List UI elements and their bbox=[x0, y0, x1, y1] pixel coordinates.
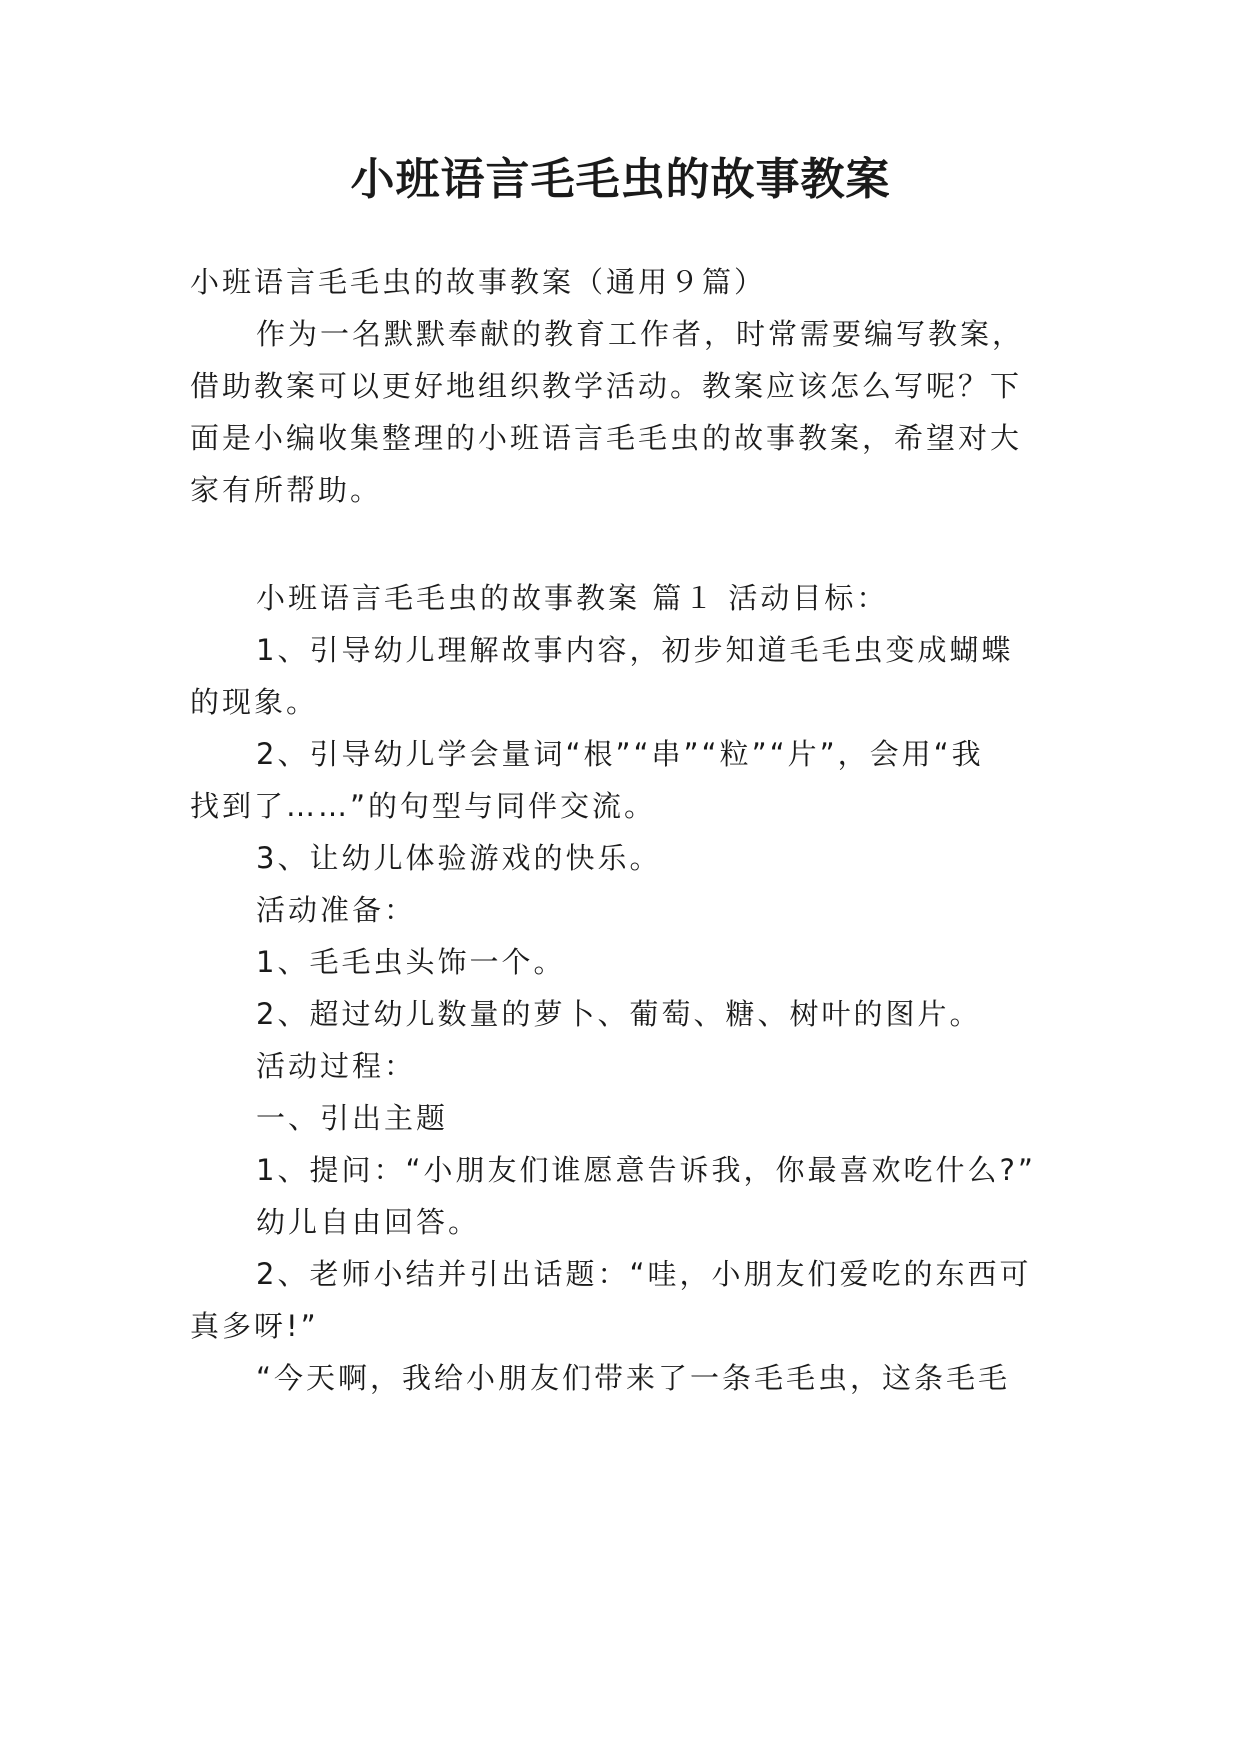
paragraph-line: 2、老师小结并引出话题：“哇，小朋友们爱吃的东西可 bbox=[256, 1257, 1032, 1291]
paragraph-line: 幼儿自由回答。 bbox=[256, 1205, 481, 1239]
paragraph-line: 找到了……”的句型与同伴交流。 bbox=[190, 789, 657, 823]
paragraph-line: 3、让幼儿体验游戏的快乐。 bbox=[256, 841, 662, 875]
paragraph-line: 2、超过幼儿数量的萝卜、葡萄、糖、树叶的图片。 bbox=[256, 997, 982, 1031]
paragraph-line: 1、毛毛虫头饰一个。 bbox=[256, 945, 566, 979]
paragraph-line: 真多呀!” bbox=[190, 1309, 319, 1343]
paragraph-line: 2、引导幼儿学会量词“根”“串”“粒”“片”，会用“我 bbox=[256, 737, 984, 771]
subtitle-line: 小班语言毛毛虫的故事教案（通用９篇） bbox=[190, 265, 767, 299]
paragraph-line: 借助教案可以更好地组织教学活动。教案应该怎么写呢？下 bbox=[190, 369, 1023, 403]
paragraph-line: 活动过程： bbox=[256, 1049, 417, 1083]
paragraph-line: 一、引出主题 bbox=[256, 1101, 449, 1135]
paragraph-line: 活动准备： bbox=[256, 893, 417, 927]
paragraph-line: 1、引导幼儿理解故事内容，初步知道毛毛虫变成蝴蝶 bbox=[256, 633, 1014, 667]
paragraph-line: 面是小编收集整理的小班语言毛毛虫的故事教案，希望对大 bbox=[190, 421, 1023, 455]
paragraph-line: 作为一名默默奉献的教育工作者，时常需要编写教案， bbox=[256, 317, 1025, 351]
paragraph-line: “今天啊，我给小朋友们带来了一条毛毛虫，这条毛毛 bbox=[256, 1361, 1011, 1395]
document-title: 小班语言毛毛虫的故事教案 bbox=[350, 154, 891, 205]
paragraph-line: 1、提问：“小朋友们谁愿意告诉我，你最喜欢吃什么?” bbox=[256, 1153, 1036, 1187]
section-heading-line: 小班语言毛毛虫的故事教案 篇１ 活动目标： bbox=[256, 581, 889, 615]
paragraph-line: 家有所帮助。 bbox=[190, 473, 383, 507]
paragraph-line: 的现象。 bbox=[190, 685, 319, 719]
